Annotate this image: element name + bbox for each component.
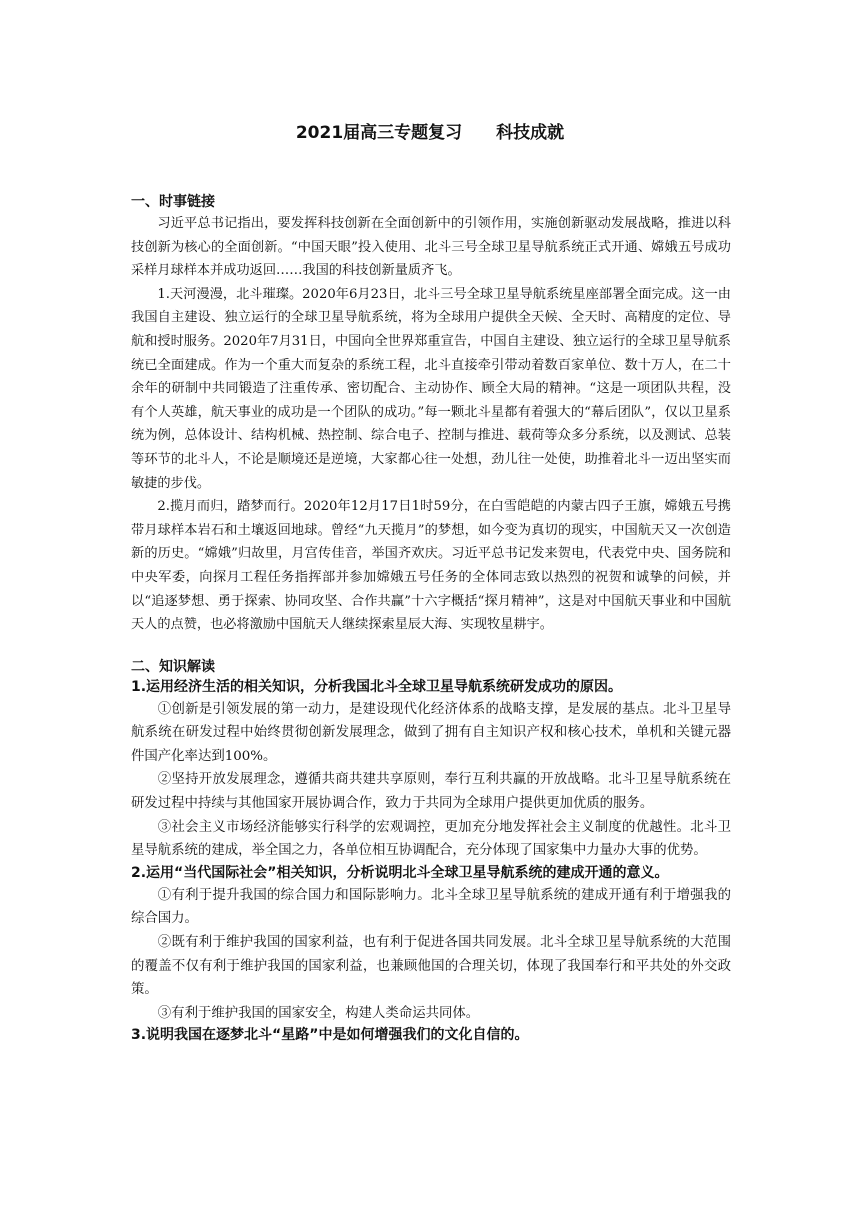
- answer-2-1: ①有利于提升我国的综合国力和国际影响力。北斗全球卫星导航系统的建成开通有利于增强我的综合国力。: [131, 887, 731, 927]
- section-gap: [131, 637, 731, 657]
- question-2: 2.运用“当代国际社会”相关知识，分析说明北斗全球卫星导航系统的建成开通的意义。: [131, 864, 669, 881]
- answer-1-3: ③社会主义市场经济能够实行科学的宏观调控，更加充分地发挥社会主义制度的优越性。北斗卫星导航系统的建成，举全国之力，各单位相互协调配合，充分体现了国家集中力量办大事的优势。: [131, 819, 731, 859]
- paragraph-beidou: 1.天河漫漫，北斗璀璨。2020年6月23日，北斗三号全球卫星导航系统星座部署全面完成。这一由我国自主建设、独立运行的全球卫星导航系统，将为全球用户提供全天候、全天时、高精度的定位、导航和授时服务。2020年7月31日，中国向全世界郑重宣告，中国自主建设、独立运行的全球卫星导航系统已全面建成。作为一个重大而复杂的系统工程，北斗直接牵引带动着数百家单位、数十万人，在二十余年的研制中共同锻造了注重传承、密切配合、主动协作、顾全大局的精神。“这是一项团队共程，没有个人英雄，航天事业的成功是一个团队的成功。”每一颗北斗星都有着强大的“幕后团队”，仅以卫星系统为例，总体设计、结构机械、热控制、综合电子、控制与推进、载荷等众多分系统，以及测试、总装等环节的北斗人，不论是顺境还是逆境，大家都心往一处想，劲儿往一处使，助推着北斗一迈出坚实而敏捷的步伐。: [131, 286, 731, 491]
- section-heading-current-events: 一、时事链接: [131, 194, 215, 210]
- document-title: 2021届高三专题复习 科技成就: [295, 123, 565, 143]
- question-3: 3.说明我国在逐梦北斗“星路”中是如何增强我们的文化自信的。: [131, 1027, 529, 1044]
- document-body: [131, 192, 731, 1046]
- answer-2-2: ②既有利于维护我国的国家利益，也有利于促进各国共同发展。北斗全球卫星导航系统的大范围的覆盖不仅有利于维护我国的国家利益，也兼顾他国的合理关切，体现了我国奉行和平共处的外交政策。: [131, 935, 731, 998]
- answer-1-1: ①创新是引领发展的第一动力，是建设现代化经济体系的战略支撑，是发展的基点。北斗卫星导航系统在研发过程中始终贯彻创新发展理念，做到了拥有自主知识产权和核心技术，单机和关键元器件国产化率达到100%。: [131, 701, 731, 764]
- answer-2-3: ③有利于维护我国的国家安全，构建人类命运共同体。: [157, 1005, 480, 1021]
- answer-1-2: ②坚持开放发展理念，遵循共商共建共享原则，奉行互利共赢的开放战略。北斗卫星导航系统在研发过程中持续与其他国家开展协调合作，致力于共同为全球用户提供更加优质的服务。: [131, 772, 731, 812]
- paragraph-change5: 2.揽月而归，踏梦而行。2020年12月17日1时59分，在白雪皑皑的内蒙古四子王旗，嫦娥五号携带月球样本岩石和土壤返回地球。曾经“九天揽月”的梦想，如今变为真切的现实，中国航天又一次创造新的历史。“嫦娥”归故里，月宫传佳音，举国齐欢庆。习近平总书记发来贺电，代表党中央、国务院和中央军委，向探月工程任务指挥部并参加嫦娥五号任务的全体同志致以热烈的祝贺和诚挚的问候，并以“追逐梦想、勇于探索、协同攻坚、合作共赢”十六字概括“探月精神”，这是对中国航天事业和中国航天人的点赞，也必将激励中国航天人继续探索星辰大海、实现牧星耕宇。: [131, 499, 731, 633]
- section-heading-knowledge: 二、知识解读: [131, 658, 215, 675]
- paragraph-intro: 习近平总书记指出，要发挥科技创新在全面创新中的引领作用，实施创新驱动发展战略，推进以科技创新为核心的全面创新。“中国天眼”投入使用、北斗三号全球卫星导航系统正式开通、嫦娥五号成功采样月球样本并成功返回……我国的科技创新量质齐飞。: [131, 216, 731, 279]
- question-1: 1.运用经济生活的相关知识，分析我国北斗全球卫星导航系统研发成功的原因。: [131, 678, 623, 695]
